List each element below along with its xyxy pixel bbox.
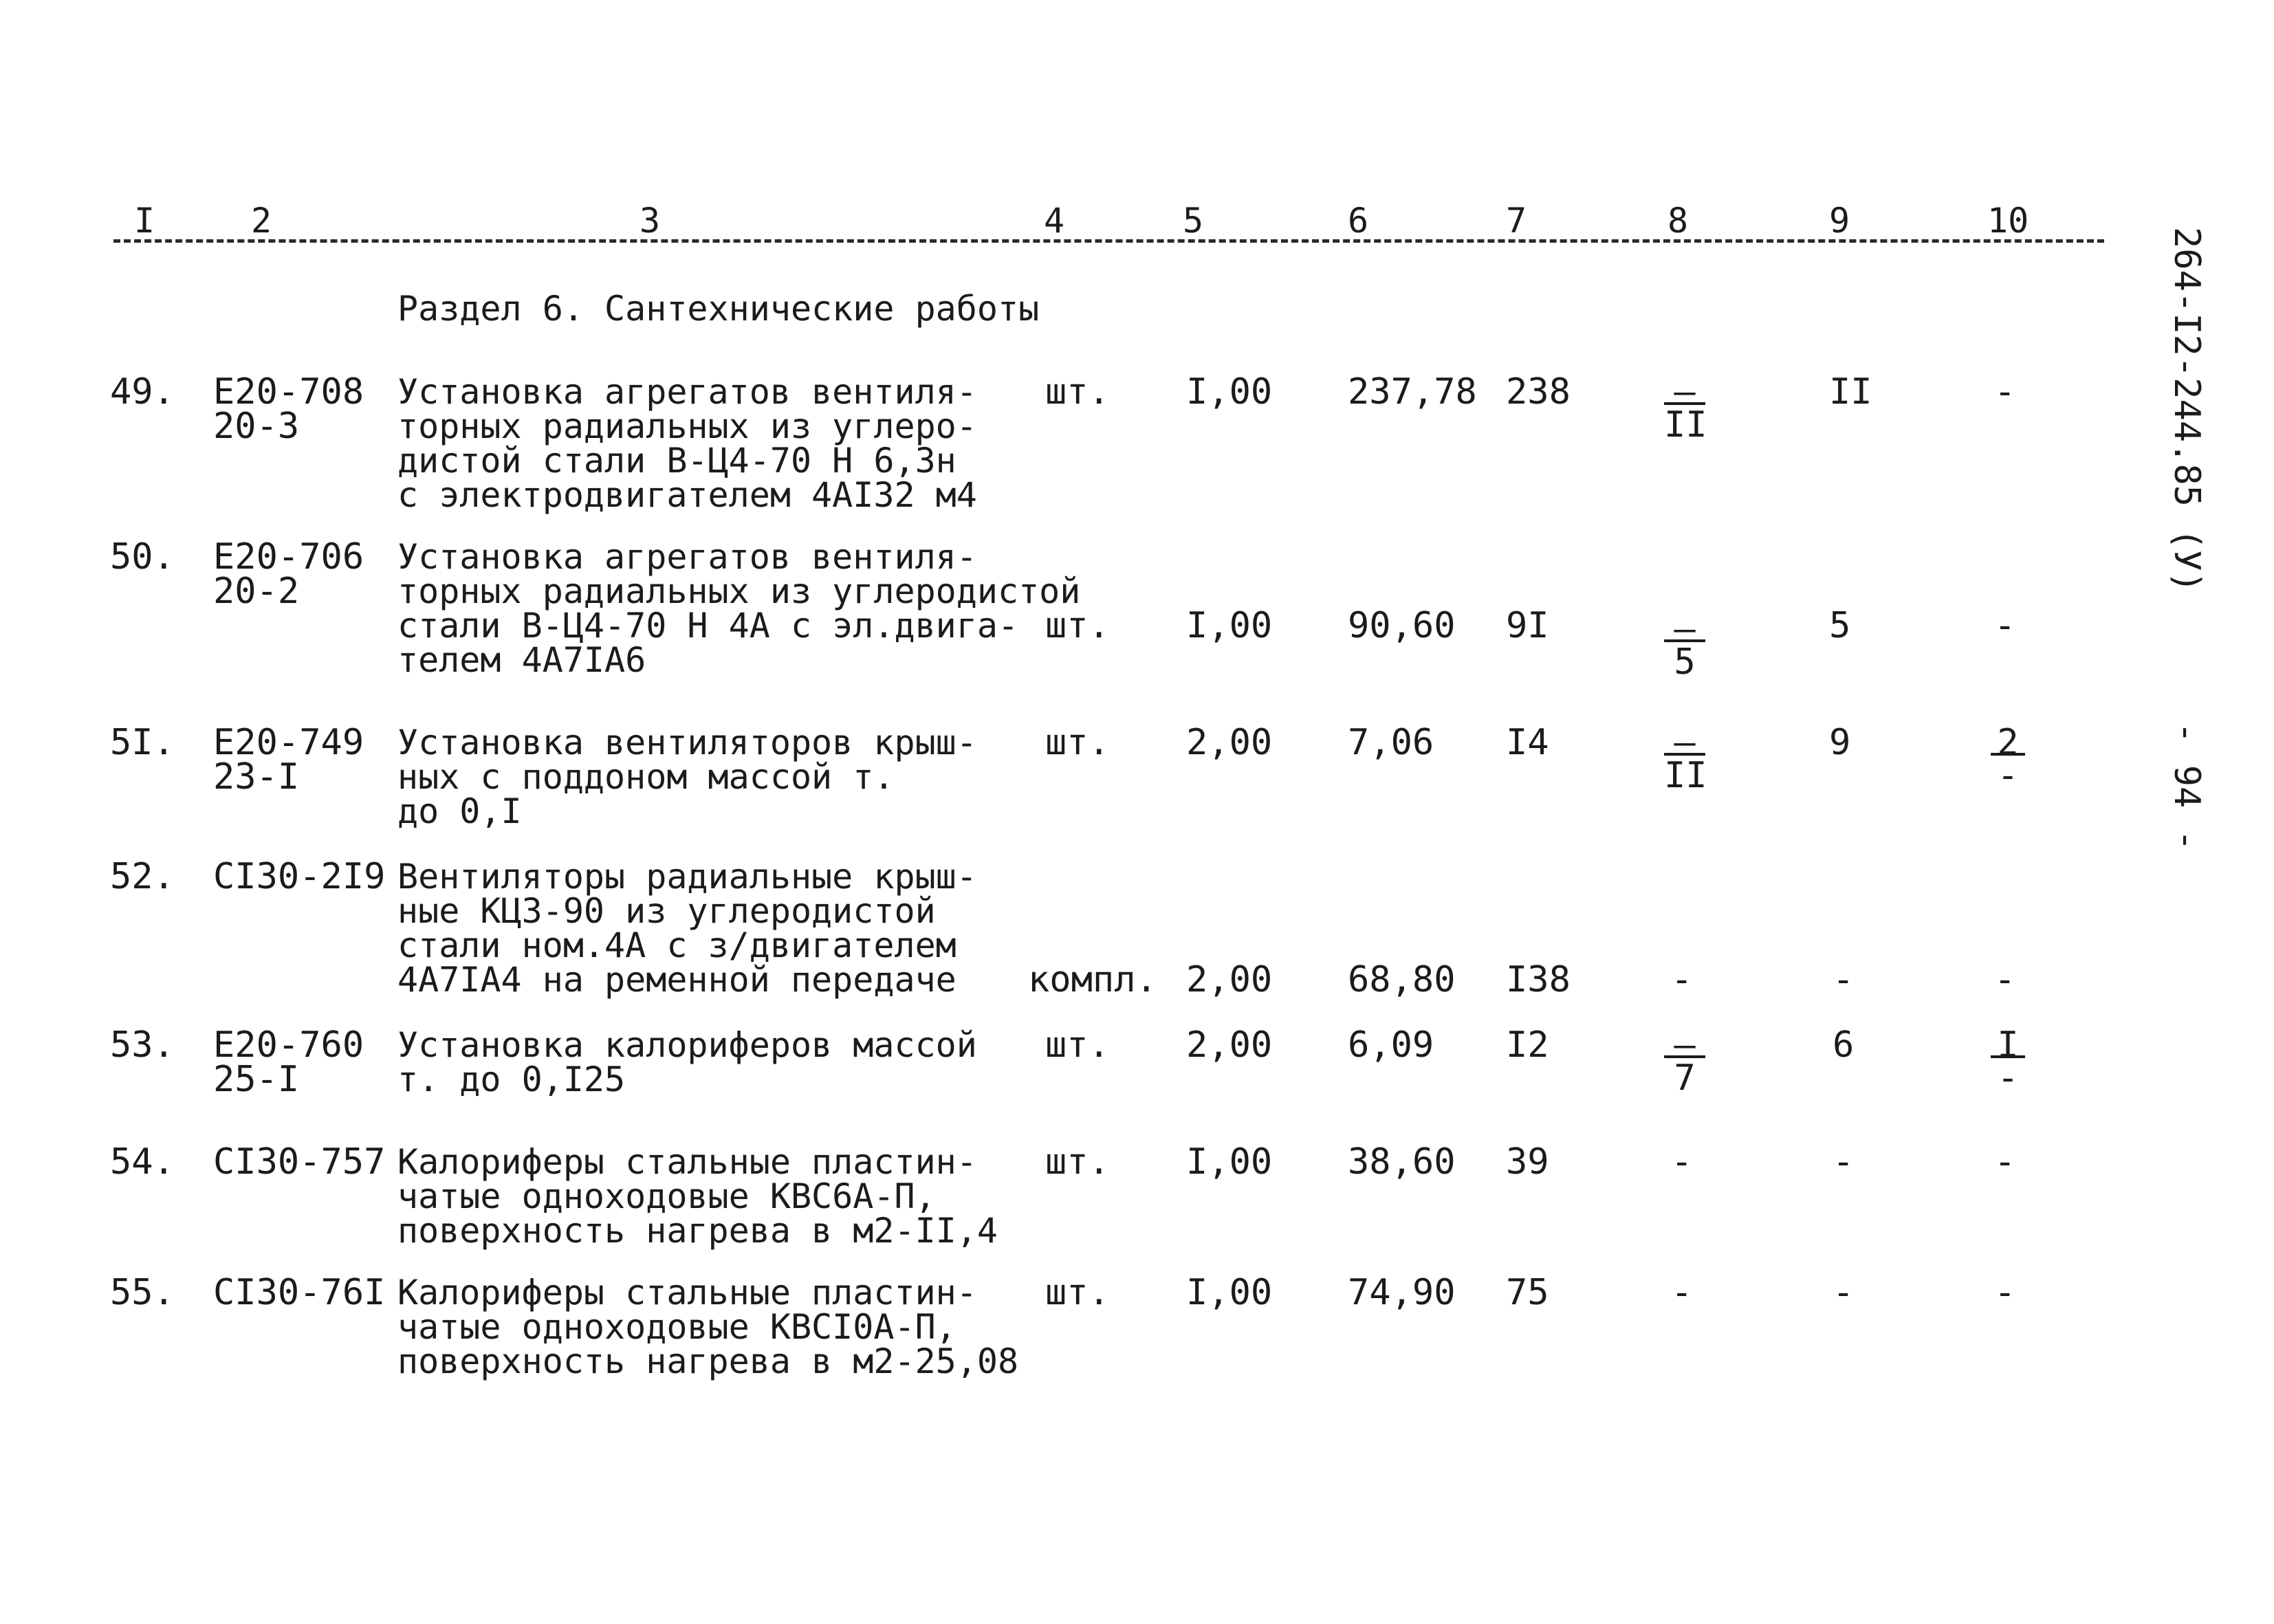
col10-top: I [1991,1028,2025,1058]
row-number: 54. [110,1141,175,1183]
unit: шт. [1045,1272,1110,1313]
col8-fraction [1664,608,1705,683]
unit-price: 74,90 [1348,1272,1456,1313]
col-header-6: 6 [1348,201,1369,241]
norm-code: СI30-757 [213,1141,386,1183]
norm-code-sub: 20-3 [213,406,300,447]
quantity: I,00 [1186,371,1273,413]
col10-value: - [1994,1141,2016,1183]
col-header-4: 4 [1044,201,1065,241]
col9-value: 9 [1829,722,1851,763]
unit-price: 90,60 [1348,605,1456,646]
col8-bottom: II [1664,404,1707,446]
norm-code: Е20-706 [213,536,364,578]
document-code: 264-I2-244.85 (У) [2166,227,2207,593]
col8-bottom: 5 [1674,641,1696,683]
col8-top: – [1664,1028,1705,1058]
row-number: 55. [110,1272,175,1313]
row-number: 52. [110,856,175,897]
unit: шт. [1045,1141,1110,1183]
quantity: I,00 [1186,605,1273,646]
norm-code: СI30-76I [213,1272,386,1313]
section-title: Раздел 6. Сантехнические работы [397,289,1040,329]
col-header-10: 10 [1987,201,2029,241]
unit: шт. [1045,605,1110,646]
quantity: I,00 [1186,1272,1273,1313]
col9-value: 6 [1833,1024,1855,1066]
work-description: Калориферы стальные пластин- чатые одноходовые КВСI0А-П, поверхность нагрева в м2-25,08 [397,1273,1019,1381]
col8-bottom: II [1664,755,1707,796]
col9-value: II [1829,371,1872,413]
total-cost: I4 [1506,722,1549,763]
col-header-2: 2 [251,201,272,241]
norm-code-sub: 25-I [213,1059,300,1100]
work-description: Установка калориферов массой т. до 0,I25 [397,1025,977,1099]
total-cost: 39 [1506,1141,1549,1183]
col-header-5: 5 [1183,201,1204,241]
unit-price: 6,09 [1348,1024,1434,1066]
col9-value: - [1833,1141,1855,1183]
col8-top: – [1664,725,1705,756]
col10-top: 2 [1991,725,2025,756]
work-description: Калориферы стальные пластин- чатые одноходовые КВС6А-П, поверхность нагрева в м2-II,4 [397,1142,998,1251]
col8-value: - [1671,1141,1693,1183]
row-number: 53. [110,1024,175,1066]
unit: шт. [1045,722,1110,763]
norm-code-sub: 23-I [213,756,300,798]
col-header-1: I [134,201,155,241]
quantity: 2,00 [1186,722,1273,763]
norm-code: Е20-708 [213,371,364,413]
col-header-7: 7 [1506,201,1527,241]
unit: компл. [1028,959,1157,1000]
col10-fraction [1991,1024,2025,1099]
work-description: Установка вентиляторов крыш- ных с поддоном массой т. до 0,I [397,723,977,831]
header-rule [113,239,2104,243]
col10-value: - [1994,371,2016,413]
row-number: 5I. [110,722,175,763]
total-cost: 75 [1506,1272,1549,1313]
col-header-3: 3 [639,201,661,241]
page-number: - 94 - [2166,722,2207,851]
col10-value: - [1994,1272,2016,1313]
col10-fraction [1991,722,2025,796]
total-cost: I38 [1506,959,1571,1000]
quantity: I,00 [1186,1141,1273,1183]
col10-bottom: - [1997,755,2019,796]
total-cost: 238 [1506,371,1571,413]
work-description: Вентиляторы радиальные крыш- ные КЦ3-90 из углеродистой стали ном.4А с з/двигателем 4А7IА4 на ременной передаче [397,857,977,1000]
col9-value: 5 [1829,605,1851,646]
unit: шт. [1045,371,1110,413]
col10-bottom: - [1997,1057,2019,1099]
unit-price: 68,80 [1348,959,1456,1000]
unit-price: 237,78 [1348,371,1477,413]
row-number: 50. [110,536,175,578]
work-description: Установка агрегатов вентиля- торных радиальных из углеро- дистой стали В-Ц4-70 Н 6,3н с электродвигателем 4АI32 м4 [397,372,977,515]
total-cost: 9I [1506,605,1549,646]
unit-price: 38,60 [1348,1141,1456,1183]
col8-fraction [1664,371,1707,446]
norm-code: Е20-760 [213,1024,364,1066]
col-header-9: 9 [1829,201,1850,241]
quantity: 2,00 [1186,1024,1273,1066]
norm-code: СI30-2I9 [213,856,386,897]
total-cost: I2 [1506,1024,1549,1066]
col8-top: – [1664,375,1705,405]
col8-fraction [1664,722,1707,796]
col8-top: – [1664,612,1705,642]
unit: шт. [1045,1024,1110,1066]
col8-value: - [1671,959,1693,1000]
quantity: 2,00 [1186,959,1273,1000]
norm-code: Е20-749 [213,722,364,763]
row-number: 49. [110,371,175,413]
norm-code-sub: 20-2 [213,571,300,612]
col9-value: - [1833,1272,1855,1313]
col9-value: - [1833,959,1855,1000]
col8-bottom: 7 [1674,1057,1696,1099]
col8-fraction [1664,1024,1705,1099]
col-header-8: 8 [1668,201,1689,241]
col10-value: - [1994,605,2016,646]
work-description: Установка агрегатов вентиля- торных радиальных из углеродистой стали В-Ц4-70 Н 4А с эл.двига- телем 4А7IА6 [397,537,1081,680]
unit-price: 7,06 [1348,722,1434,763]
col10-value: - [1994,959,2016,1000]
col8-value: - [1671,1272,1693,1313]
